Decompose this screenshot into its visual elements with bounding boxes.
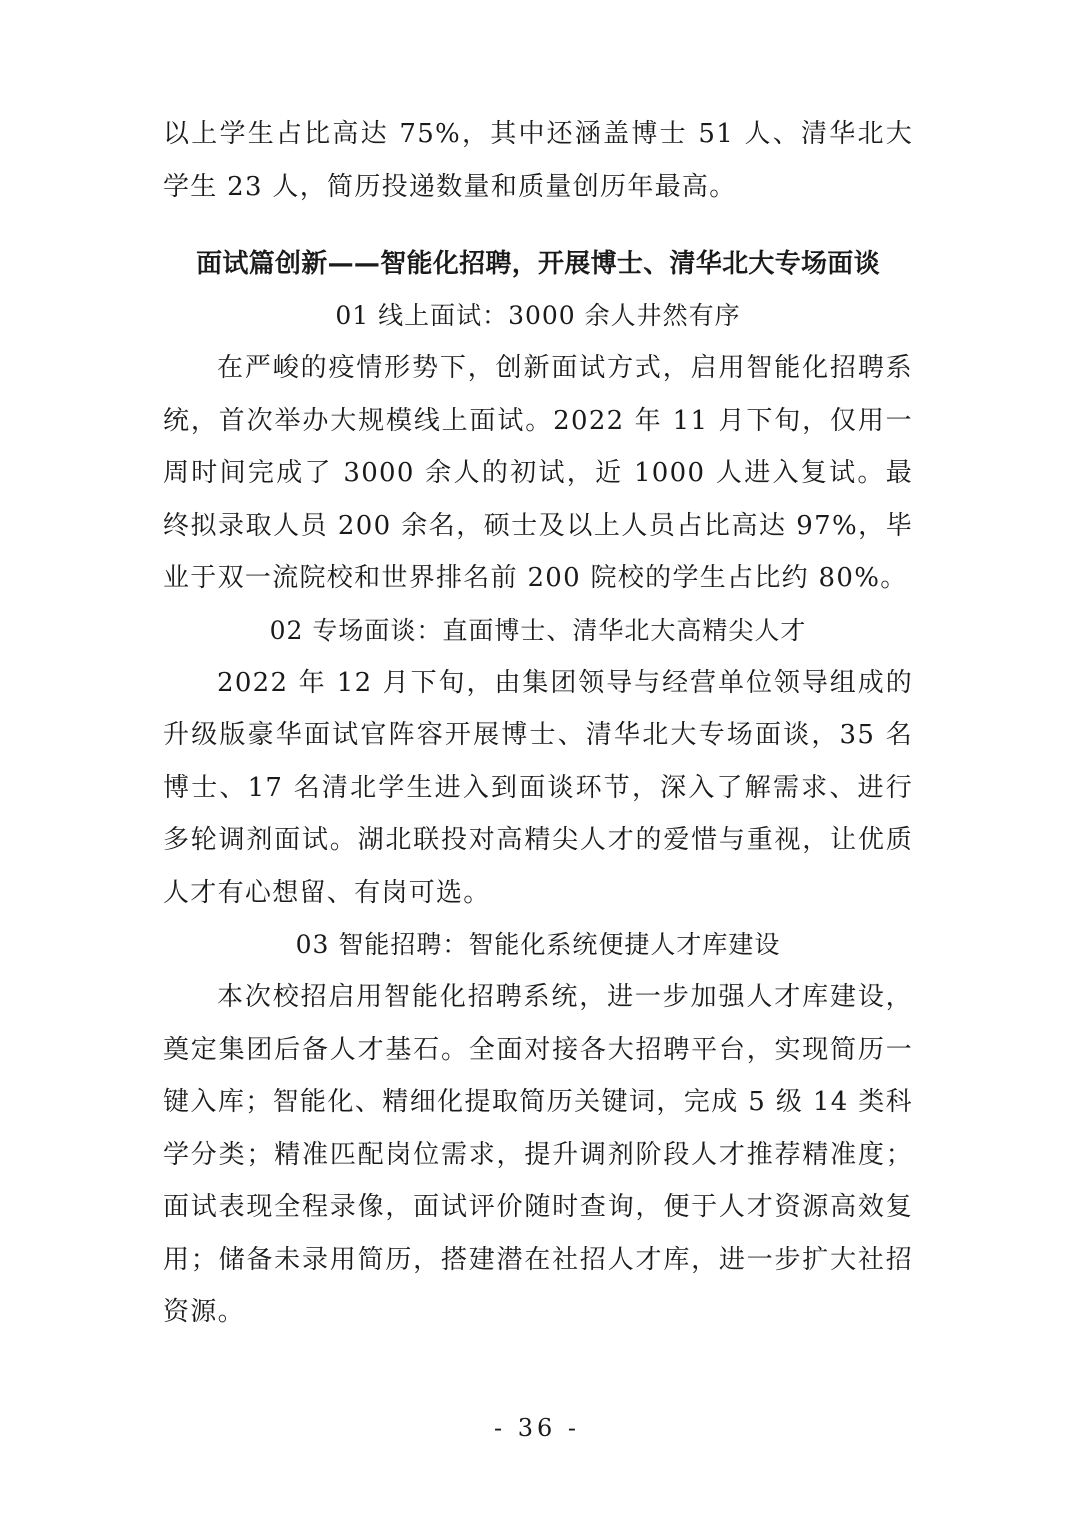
- paragraph-smart-recruitment: 本次校招启用智能化招聘系统，进一步加强人才库建设，奠定集团后备人才基石。全面对接各大招聘平台，实现简历一键入库；智能化、精细化提取简历关键词，完成 5 级 14 类科学分类；精准匹配岗位需求，提升调剂阶段人才推荐精准度；面试表现全程录像，面试评价随时查询，便于人才资源高效复用；储备未录用简历，搭建潜在社招人才库，进一步扩大社招资源。: [163, 982, 913, 1327]
- subheading-smart-recruitment: 03 智能招聘：智能化系统便捷人才库建设: [295, 930, 781, 959]
- page-number: - 36 -: [493, 1414, 580, 1442]
- subheading-online-interview: 01 线上面试：3000 余人井然有序: [335, 301, 741, 330]
- paragraph-special-interview: 2022 年 12 月下旬，由集团领导与经营单位领导组成的升级版豪华面试官阵容开展博士、清华北大专场面谈，35 名博士、17 名清北学生进入到面谈环节，深入了解需求、进行多轮调剂面试。湖北联投对高精尖人才的爱惜与重视，让优质人才有心想留、有岗可选。: [163, 667, 913, 908]
- page-body: [163, 108, 913, 1339]
- paragraph-online-interview: 在严峻的疫情形势下，创新面试方式，启用智能化招聘系统，首次举办大规模线上面试。2022 年 11 月下旬，仅用一周时间完成了 3000 余人的初试，近 1000 人进入复试。最终拟录取人员 200 余名，硕士及以上人员占比高达 97%，毕业于双一流院校和世界排名前 200 院校的学生占比约 80%。: [163, 353, 913, 593]
- paragraph-continued: 以上学生占比高达 75%，其中还涵盖博士 51 人、清华北大学生 23 人，简历投递数量和质量创历年最高。: [163, 119, 913, 202]
- section-heading: 面试篇创新——智能化招聘，开展博士、清华北大专场面谈: [196, 249, 880, 279]
- subheading-special-interview: 02 专场面谈：直面博士、清华北大高精尖人才: [269, 615, 807, 645]
